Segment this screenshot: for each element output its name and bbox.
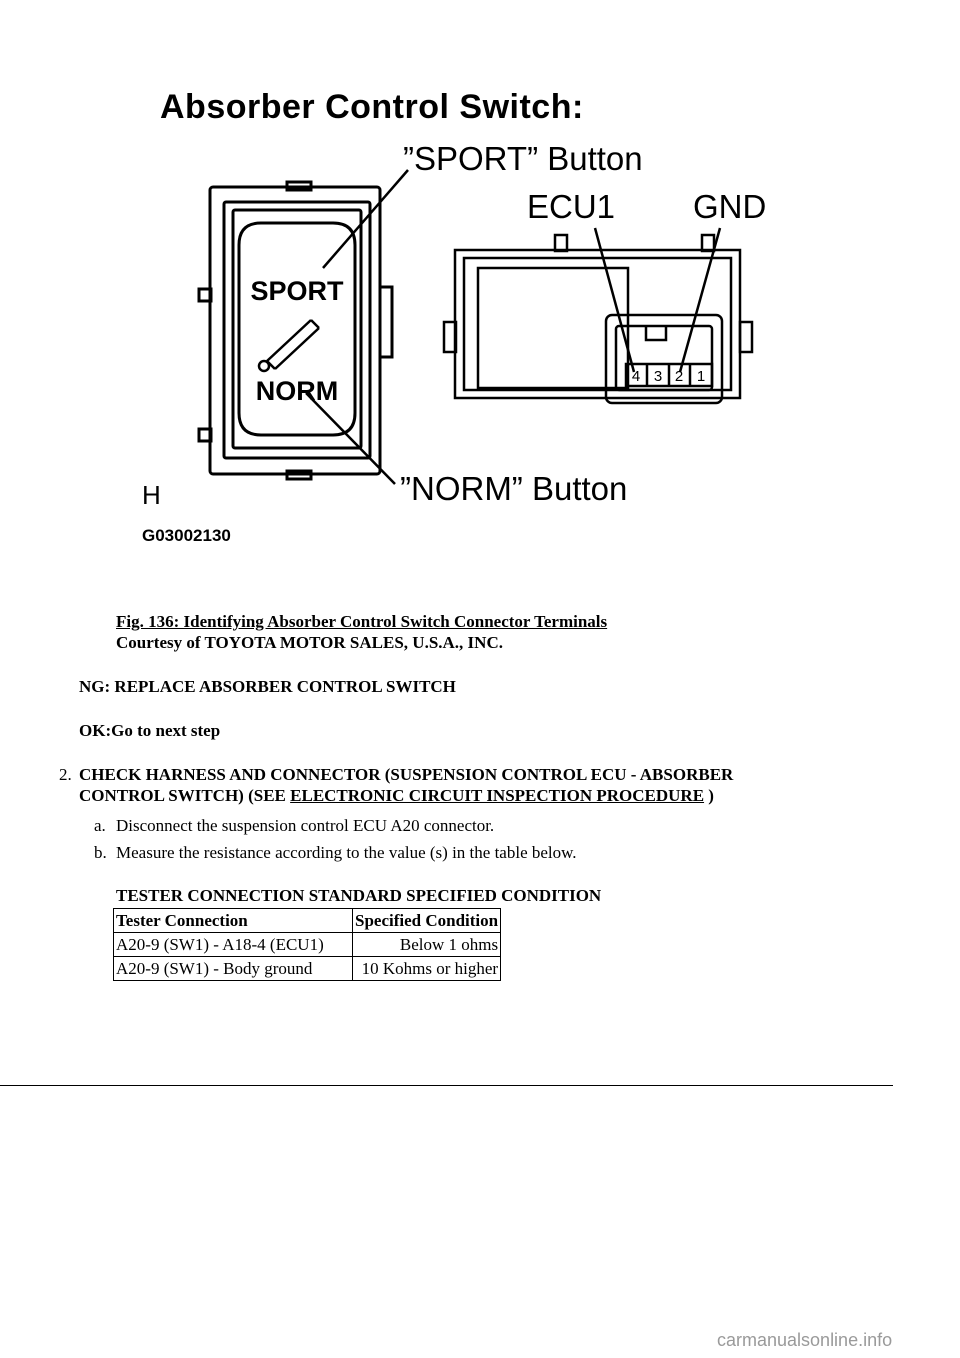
step-title-text: CONTROL SWITCH) (SEE	[79, 786, 286, 805]
spec-table	[113, 908, 501, 981]
ok-result: OK:Go to next step	[79, 721, 221, 740]
inspection-procedure-link[interactable]: ELECTRONIC CIRCUIT INSPECTION PROCEDURE	[290, 786, 705, 805]
ng-result: NG: REPLACE ABSORBER CONTROL SWITCH	[79, 677, 456, 696]
table-cell: Below 1 ohms	[353, 933, 501, 957]
table-row	[114, 957, 501, 981]
table-row	[114, 933, 501, 957]
table-cell: 10 Kohms or higher	[353, 957, 501, 981]
corner-mark: H	[142, 480, 161, 510]
figure-caption-link[interactable]: Fig. 136: Identifying Absorber Control Switch Connector Terminals	[116, 612, 608, 631]
table-header-row	[114, 909, 501, 933]
step-title-line2	[79, 786, 714, 806]
table-header-cell: Tester Connection	[114, 909, 353, 933]
step-number: 2.	[59, 765, 72, 784]
footer-divider	[0, 1085, 893, 1086]
step-title-line1: CHECK HARNESS AND CONNECTOR (SUSPENSION CONTROL ECU - ABSORBER	[79, 765, 734, 784]
figure-heading: Absorber Control Switch:	[160, 88, 584, 126]
ecu1-label: ECU1	[527, 188, 616, 225]
leader-lines	[0, 0, 960, 560]
table-caption: TESTER CONNECTION STANDARD SPECIFIED CONDITION	[116, 886, 602, 905]
table-cell: A20-9 (SW1) - A18-4 (ECU1)	[114, 933, 353, 957]
figure-code: G03002130	[142, 526, 231, 545]
site-watermark[interactable]: carmanualsonline.info	[717, 1330, 893, 1350]
gnd-label: GND	[693, 188, 767, 225]
table-header-cell: Specified Condition	[353, 909, 501, 933]
pin-1-label: 1	[696, 368, 706, 385]
table-cell: A20-9 (SW1) - Body ground	[114, 957, 353, 981]
sport-button-callout: ”SPORT” Button	[403, 140, 643, 177]
pin-2-label: 2	[674, 368, 684, 385]
switch-norm-label: NORM	[255, 376, 339, 406]
norm-button-callout: ”NORM” Button	[400, 470, 628, 507]
switch-sport-label: SPORT	[250, 276, 344, 306]
step-title-close: )	[708, 786, 714, 805]
pin-3-label: 3	[653, 368, 663, 385]
substep-b-marker: b.	[94, 843, 107, 862]
pin-4-label: 4	[631, 368, 641, 385]
substep-a-text: Disconnect the suspension control ECU A20 connector.	[116, 816, 495, 835]
figure-courtesy: Courtesy of TOYOTA MOTOR SALES, U.S.A., INC.	[116, 633, 503, 652]
substep-b-text: Measure the resistance according to the value (s) in the table below.	[116, 843, 577, 862]
substep-a-marker: a.	[94, 816, 106, 835]
